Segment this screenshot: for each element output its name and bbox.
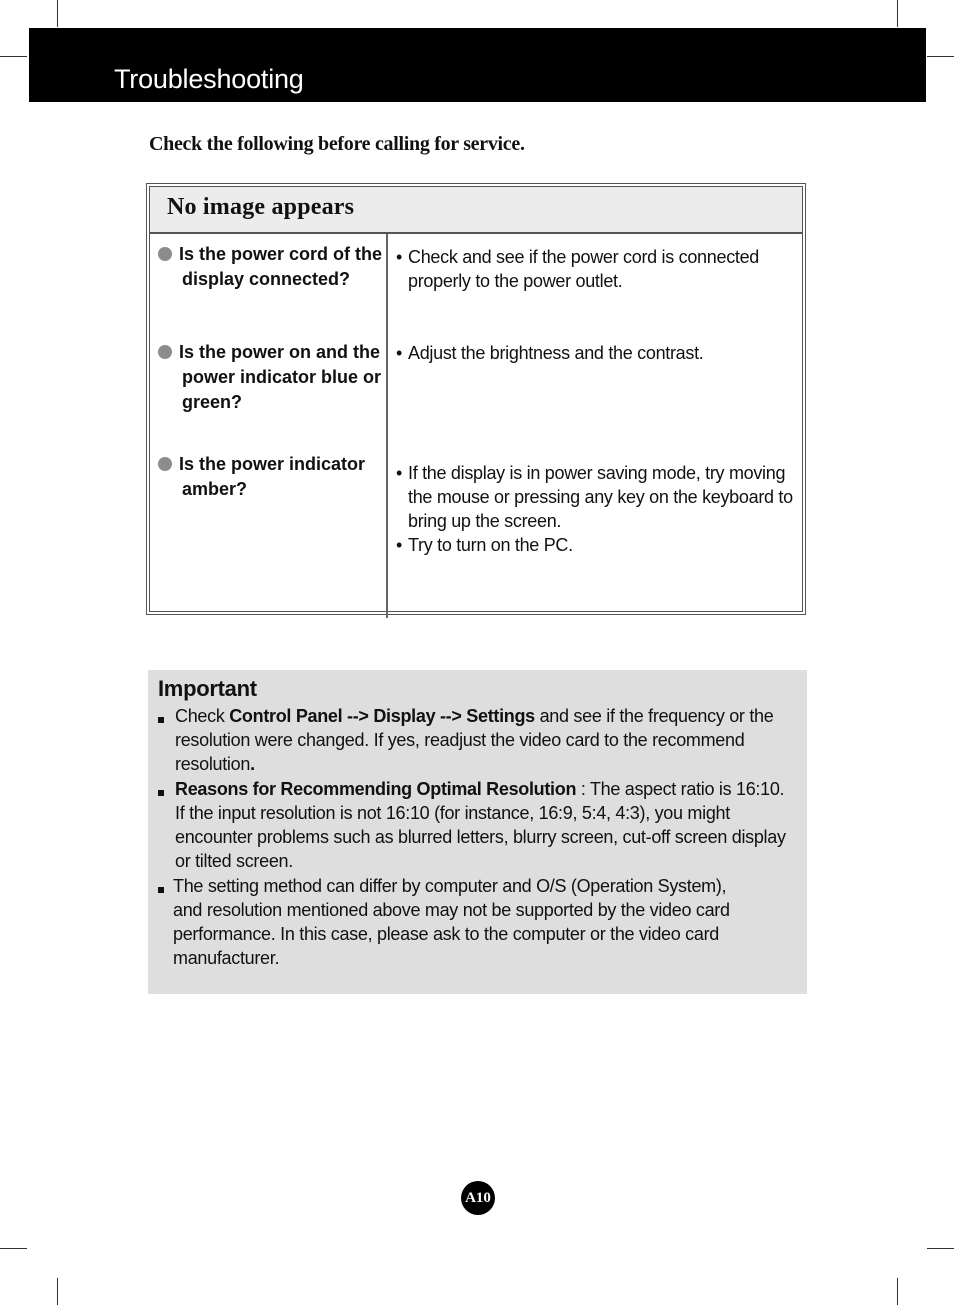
item-text: and see if the frequency or the resolution were changed. If yes, readjust the video card to the recommend resolution — [175, 706, 774, 774]
answer-text: Check and see if the power cord is connected properly to the power outlet. — [408, 247, 760, 291]
answer-1: • Check and see if the power cord is connected properly to the power outlet. — [396, 247, 760, 291]
answer-text: If the display is in power saving mode, try moving the mouse or pressing any key on the keyboard to bring up the screen. — [408, 463, 793, 531]
important-title: Important — [158, 676, 257, 701]
crop-mark — [57, 0, 58, 27]
important-item-1 — [158, 704, 778, 776]
important-item-3 — [158, 874, 758, 970]
table-header — [150, 187, 802, 234]
bullet-dot-icon — [158, 345, 172, 359]
question-text: Is the power on and the — [179, 342, 381, 362]
header-bar — [29, 28, 926, 102]
intro-text: Check the following before calling for service. — [149, 133, 525, 155]
question-text: power indicator blue or green? — [182, 367, 382, 412]
answer-2: • Adjust the brightness and the contrast. — [396, 343, 704, 363]
square-bullet-icon — [158, 717, 164, 723]
important-item-2 — [158, 777, 800, 873]
question-text: Is the power cord of the — [179, 244, 383, 264]
crop-mark — [897, 1278, 898, 1305]
square-bullet-icon — [158, 887, 164, 893]
question-3 — [158, 452, 386, 502]
crop-mark — [57, 1278, 58, 1305]
item-text-bold: Reasons for Recommending Optimal Resolution — [175, 779, 577, 799]
answer-text: Adjust the brightness and the contrast. — [408, 343, 704, 363]
page-title: Troubleshooting — [114, 64, 304, 94]
item-text-bold: Control Panel --> Display --> Settings — [229, 706, 535, 726]
answer-text: Try to turn on the PC. — [408, 535, 573, 555]
important-box — [148, 670, 807, 994]
problem-title: No image appears — [167, 194, 355, 220]
question-1 — [158, 242, 386, 292]
question-text: display connected? — [182, 269, 351, 289]
item-text-bold: . — [250, 754, 255, 774]
question-text: amber? — [182, 479, 248, 499]
answer-3: • If the display is in power saving mode, try moving the mouse or pressing any key on the keyboard to bring up the screen. • Try to turn on the PC. — [396, 463, 793, 555]
crop-mark — [0, 56, 27, 57]
square-bullet-icon — [158, 790, 164, 796]
page-number: A10 — [461, 1181, 495, 1215]
troubleshooting-table — [146, 183, 806, 615]
question-2 — [158, 340, 386, 415]
crop-mark — [927, 1248, 954, 1249]
column-divider — [386, 234, 388, 618]
bullet-dot-icon — [158, 247, 172, 261]
item-text: The setting method can differ by computer and O/S (Operation System), and resolution mentioned above may not be supported by the video card performance. In this case, please ask to the computer or the video card manufacturer. — [173, 876, 730, 968]
item-text: : The aspect ratio is 16:10. — [576, 779, 785, 799]
crop-mark — [897, 0, 898, 27]
bullet-dot-icon — [158, 457, 172, 471]
item-text: If the input resolution is not 16:10 (for instance, 16:9, 5:4, 4:3), you might encounter problems such as blurred letters, blurry screen, cut-off screen display or tilted screen. — [175, 803, 786, 871]
crop-mark — [927, 56, 954, 57]
question-text: Is the power indicator — [179, 454, 366, 474]
crop-mark — [0, 1248, 27, 1249]
item-text: Check — [175, 706, 230, 726]
